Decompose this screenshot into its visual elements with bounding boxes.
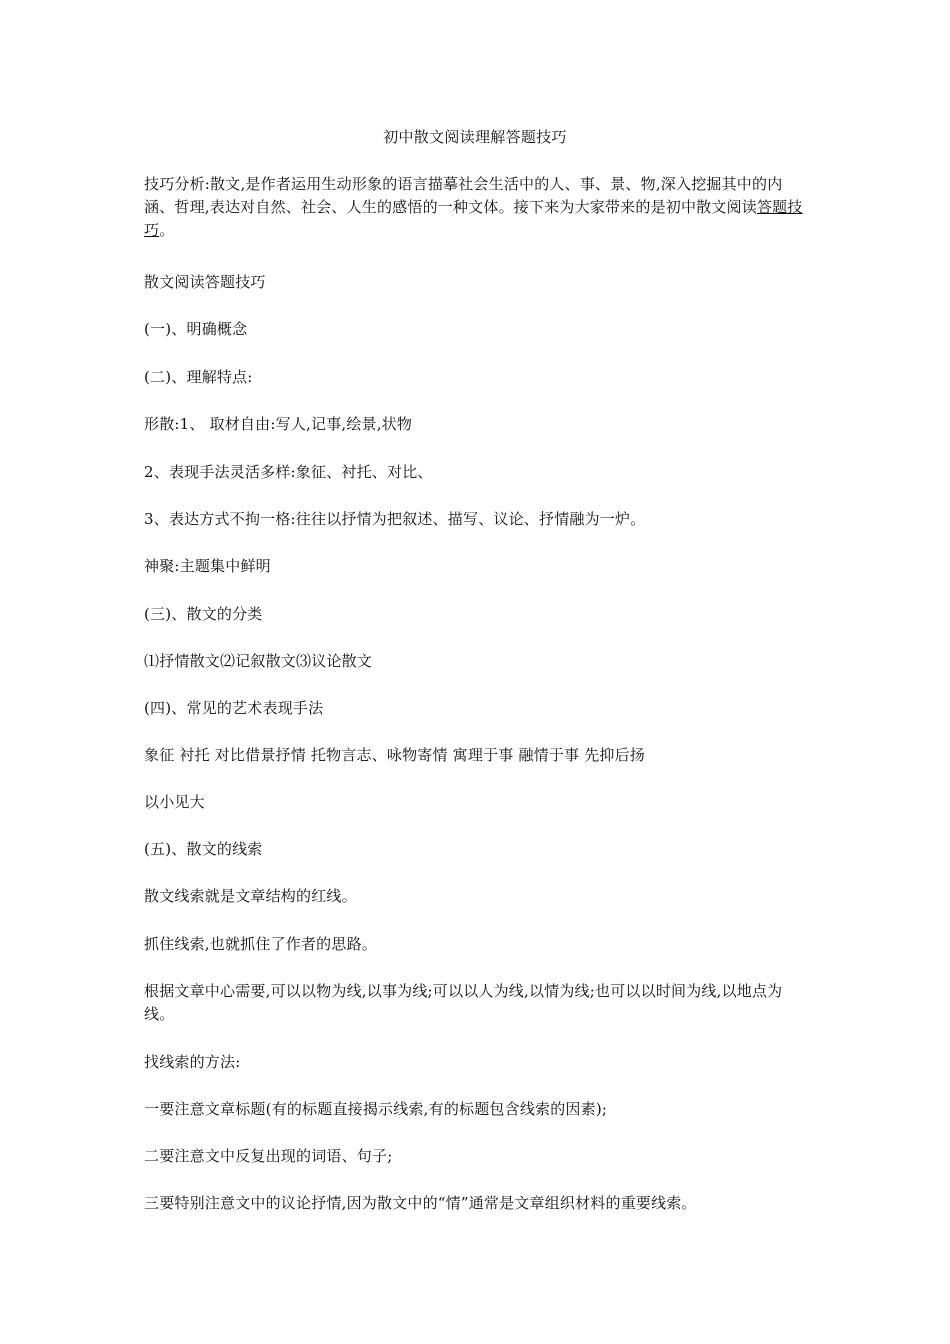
body-paragraph: 以小见大: [144, 793, 205, 811]
section-heading: 散文阅读答题技巧: [144, 273, 266, 291]
intro-text-end: 。: [159, 221, 175, 239]
body-paragraph: 神聚:主题集中鲜明: [144, 557, 271, 575]
body-paragraph: 2、表现手法灵活多样:象征、衬托、对比、: [144, 463, 433, 481]
answer-skills-link[interactable]: 答题技巧: [144, 198, 803, 239]
intro-text: 技巧分析:散文,是作者运用生动形象的语言描摹社会生活中的人、事、景、物,深入挖掘其中的内涵、哲理,表达对自然、社会、人生的感悟的一种文体。接下来为大家带来的是初中散文阅读: [144, 175, 783, 216]
subsection-heading: (五)、散文的线索: [144, 840, 263, 858]
body-paragraph: 散文线索就是文章结构的红线。: [144, 887, 357, 905]
body-paragraph: 根据文章中心需要,可以以物为线,以事为线;可以以人为线,以情为线;也可以以时间为线,以地点为线。: [144, 982, 783, 1023]
intro-paragraph: [144, 173, 808, 242]
subsection-heading: (一)、明确概念: [144, 320, 248, 338]
body-paragraph: 抓住线索,也就抓住了作者的思路。: [144, 935, 377, 953]
body-paragraph: 形散:1、 取材自由:写人,记事,绘景,状物: [144, 415, 413, 433]
document-title: 初中散文阅读理解答题技巧: [383, 128, 567, 146]
body-paragraph: ⑴抒情散文⑵记叙散文⑶议论散文: [144, 652, 373, 670]
subsection-heading: (三)、散文的分类: [144, 605, 263, 623]
subsection-heading: (四)、常见的艺术表现手法: [144, 699, 324, 717]
body-paragraph: 一要注意文章标题(有的标题直接揭示线索,有的标题包含线索的因素);: [144, 1100, 608, 1118]
body-paragraph: 找线索的方法:: [144, 1053, 241, 1071]
body-paragraph: 三要特别注意文中的议论抒情,因为散文中的“情”通常是文章组织材料的重要线索。: [144, 1194, 697, 1212]
subsection-heading: (二)、理解特点:: [144, 368, 253, 386]
body-paragraph: 3、表达方式不拘一格:往往以抒情为把叙述、描写、议论、抒情融为一炉。: [144, 510, 646, 528]
body-paragraph: 二要注意文中反复出现的词语、句子;: [144, 1147, 393, 1165]
body-paragraph: 象征 衬托 对比借景抒情 托物言志、咏物寄情 寓理于事 融情于事 先抑后扬: [144, 746, 646, 764]
